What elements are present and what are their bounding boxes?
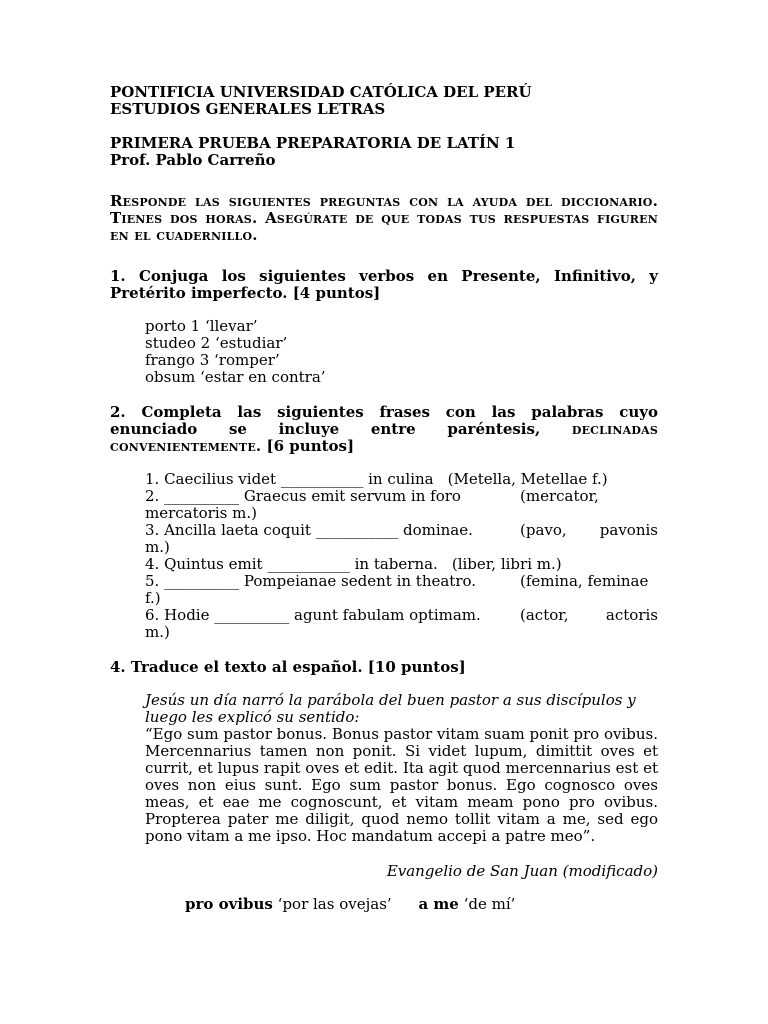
passage-intro: Jesús un día narró la parábola del buen pastor a sus discípulos y luego les explicó su sentido: [145,691,636,726]
exam-page [110,84,658,913]
sentence-item [145,488,658,522]
sentence-hint: (femina, feminae [520,572,649,590]
question-2-title-main: 2. Completa las siguientes frases con las palabras cuyo enunciado se incluye entre paréntesis, [110,403,658,438]
sentence-item [145,471,658,488]
sentence-text: 3. Ancilla laeta coquit ___________ dominae. [145,521,473,539]
vocab-gloss: ‘por las ovejas’ [277,895,392,913]
sentence-text: 5. __________ Pompeianae sedent in theatro. [145,572,477,590]
vocab-term: pro ovibus [185,895,273,913]
sentence-item [145,556,658,573]
sentence-item [145,522,658,556]
question-2-points: [6 puntos] [261,437,355,455]
sentence-text: 1. Caecilius videt ___________ in culina [145,470,434,488]
latin-passage: “Ego sum pastor bonus. Bonus pastor vitam suam ponit pro ovibus. Mercennarius tamen non ponit. Si videt lupum, dimittit oves et currit, et lupus rapit oves et edit. Ita agit quod mercennarius est et oves non eius sunt. Ego sum pastor bonus. Ego cognosco oves meas, et eae me cognoscunt, et vitam meam pono pro ovibus. Propterea pater me diligit, quod nemo tollit vitam a me, sed ego pono vitam a me ipso. Hoc mandatum accepi a patre meo”. [145,725,658,845]
vocabulary-glosses [185,896,658,913]
sentence-hint: (mercator, [520,487,599,505]
verb-list [145,318,658,386]
vocab-gloss: ‘de mí’ [463,895,516,913]
verb-item: frango 3 ‘romper’ [145,351,280,369]
sentence-text: 2. __________ Graecus emit servum in foro [145,487,461,505]
question-2-title [110,404,658,455]
vocab-term: a me [418,895,459,913]
question-1-title: 1. Conjuga los siguientes verbos en Presente, Infinitivo, y Pretérito imperfecto. [4 puntos] [110,267,658,302]
passage-source: Evangelio de San Juan (modificado) [386,862,658,880]
instructions: Responde las siguientes preguntas con la ayuda del diccionario. Tienes dos horas. Asegúrate de que todas tus respuestas figuren en el cuadernillo. [110,192,658,244]
sentence-hint: (actor, actoris [520,606,658,624]
sentence-hint: (pavo, pavonis [520,521,658,539]
verb-item: studeo 2 ‘estudiar’ [145,334,288,352]
sentence-list [145,471,658,641]
sentence-text: 6. Hodie __________ agunt fabulam optimam. [145,606,481,624]
question-2-title-smallcaps: declinadas convenientemente. [110,420,658,455]
sentence-item [145,607,658,641]
translation-text [145,692,658,880]
sentence-hint: (liber, libri m.) [451,555,562,573]
verb-item: obsum ‘estar en contra’ [145,368,326,386]
sentence-hint-cont: mercatoris m.) [145,504,257,522]
verb-item: porto 1 ‘llevar’ [145,317,258,335]
sentence-hint: (Metella, Metellae f.) [447,470,608,488]
sentence-hint-cont: m.) [145,538,170,556]
professor-name: Prof. Pablo Carreño [110,151,276,169]
faculty-name: ESTUDIOS GENERALES LETRAS [110,100,386,118]
exam-title: PRIMERA PRUEBA PREPARATORIA DE LATÍN 1 [110,134,516,152]
institution-header [110,84,658,169]
sentence-item [145,573,658,607]
sentence-hint-cont: m.) [145,623,170,641]
sentence-text: 4. Quintus emit ___________ in taberna. [145,555,438,573]
question-4-title: 4. Traduce el texto al español. [10 puntos] [110,658,466,676]
sentence-hint-cont: f.) [145,589,161,607]
university-name: PONTIFICIA UNIVERSIDAD CATÓLICA DEL PERÚ [110,83,532,101]
